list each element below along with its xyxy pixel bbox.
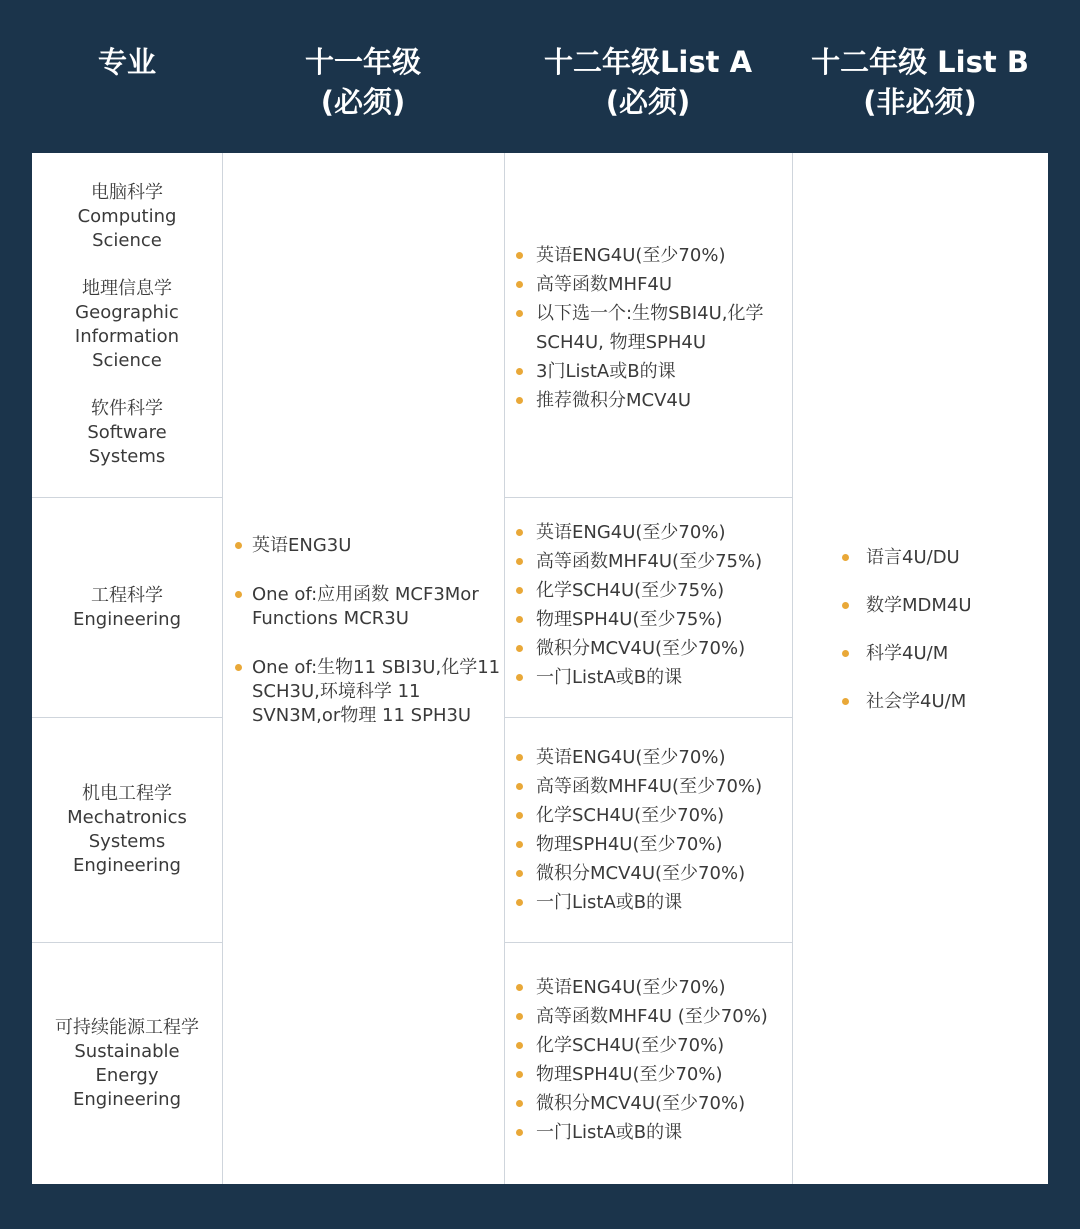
list-a-cell-group1 [505,241,791,415]
list-a-cell-group2 [505,518,791,692]
header-major: 专业 [97,45,156,79]
major-mechatronics: 机电工程学 Mechatronics Systems Engineering [67,783,187,876]
row-divider [32,497,222,498]
list-a-item: 英语ENG4U(至少70%) [505,241,791,270]
major-cell-group1 [32,153,222,497]
list-a-item: 化学SCH4U(至少70%) [505,1031,791,1060]
list-b-item: 语言4U/DU [824,546,1048,570]
major-engineering: 工程科学 Engineering [73,584,181,630]
row-divider [32,717,222,718]
major-cell-group3 [32,718,222,942]
column-divider [222,153,223,1184]
list-a-group3 [505,743,791,917]
grade11-item: One of:生物11 SBI3U,化学11 SCH3U,环境科学 11 SVN3M,or物理 11 SPH3U [223,656,503,728]
row-divider [504,497,792,498]
list-a-item: 推荐微积分MCV4U [505,386,791,415]
row-divider [504,942,792,943]
grade11-cell [223,534,503,728]
list-a-cell-group3 [505,743,791,917]
requirements-table [32,153,1048,1184]
header-list-b: 十二年级 List B (非必须) [811,45,1029,119]
major-software-systems: 软件科学 Software Systems [87,398,167,467]
grade11-item: One of:应用函数 MCF3Mor Functions MCR3U [223,583,503,631]
list-a-item: 高等函数MHF4U(至少75%) [505,547,791,576]
list-a-item: 英语ENG4U(至少70%) [505,743,791,772]
row-divider [32,942,222,943]
list-a-item: 英语ENG4U(至少70%) [505,973,791,1002]
list-a-item: 英语ENG4U(至少70%) [505,518,791,547]
list-a-item: 微积分MCV4U(至少70%) [505,1089,791,1118]
major-computing-science: 电脑科学 Computing Science [77,182,177,251]
list-a-item: 化学SCH4U(至少70%) [505,801,791,830]
major-cell-group4 [32,943,222,1184]
list-a-item: 微积分MCV4U(至少70%) [505,634,791,663]
row-divider [504,717,792,718]
list-a-item: 物理SPH4U(至少70%) [505,1060,791,1089]
header-grade11: 十一年级 (必须) [304,45,421,119]
list-a-group4 [505,973,791,1147]
list-a-item: 化学SCH4U(至少75%) [505,576,791,605]
list-a-item: 一门ListA或B的课 [505,888,791,917]
list-a-item: 一门ListA或B的课 [505,1118,791,1147]
grade11-item: 英语ENG3U [223,534,503,558]
list-a-item: 一门ListA或B的课 [505,663,791,692]
column-divider [792,153,793,1184]
list-a-item: 物理SPH4U(至少70%) [505,830,791,859]
major-sustainable-energy: 可持续能源工程学 Sustainable Energy Engineering [55,1016,199,1110]
major-geographic-information-science: 地理信息学 Geographic Information Science [74,278,180,371]
column-divider [504,153,505,1184]
list-b-list [824,546,1048,714]
list-a-group2 [505,518,791,692]
list-a-item: 高等函数MHF4U [505,270,791,299]
major-cell-group2 [32,498,222,717]
list-a-cell-group4 [505,973,791,1147]
list-a-item: 3门ListA或B的课 [505,357,791,386]
list-a-group1 [505,241,791,415]
list-a-item: 以下选一个:生物SBI4U,化学SCH4U, 物理SPH4U [505,299,791,357]
list-b-item: 社会学4U/M [824,690,1048,714]
list-a-item: 物理SPH4U(至少75%) [505,605,791,634]
list-b-item: 数学MDM4U [824,594,1048,618]
list-b-cell [824,546,1048,714]
grade11-list [223,534,503,728]
header-list-a: 十二年级List A (必须) [543,45,753,119]
list-a-item: 微积分MCV4U(至少70%) [505,859,791,888]
list-b-item: 科学4U/M [824,642,1048,666]
list-a-item: 高等函数MHF4U(至少70%) [505,772,791,801]
list-a-item: 高等函数MHF4U (至少70%) [505,1002,791,1031]
